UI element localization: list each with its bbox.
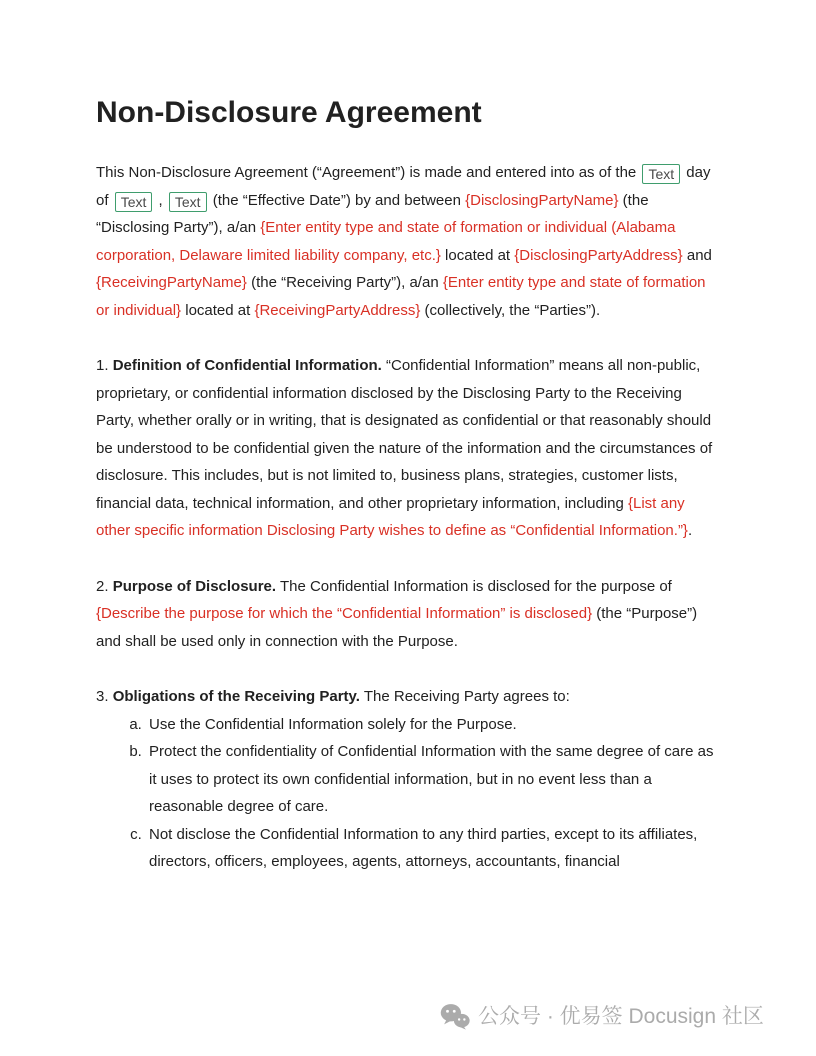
- placeholder-text: {Enter entity type and state of formation or individual}: [96, 274, 706, 319]
- body-text: (collectively, the “Parties”).: [420, 301, 601, 319]
- placeholder-text: {Describe the purpose for which the “Confidential Information” is disclosed}: [96, 605, 593, 622]
- body-text: Not disclose the Confidential Information to any third parties, except to its affiliates, directors, officers, employees, agents, attorneys, accountants, financial: [149, 825, 698, 870]
- placeholder-text: {List any other specific information Disclosing Party wishes to define as “Confidential Information.”}: [96, 494, 688, 539]
- bold-text: Obligations of the Receiving Party.: [112, 688, 360, 705]
- document-title: Non-Disclosure Agreement: [96, 96, 482, 129]
- paragraph-purpose: [96, 573, 720, 656]
- watermark-text: 公众号 · 优易签 Docusign 社区: [478, 1005, 764, 1028]
- body-text: located at: [181, 301, 255, 319]
- obligations-list: [96, 711, 720, 876]
- body-text: (the “Receiving Party”), a/an: [246, 274, 443, 291]
- paragraph-intro: [96, 159, 720, 324]
- body-text: 1.: [96, 357, 113, 374]
- body-text: This Non-Disclosure Agreement (“Agreement”) is made and entered into as of the: [96, 164, 641, 181]
- body-text: and: [682, 246, 712, 264]
- placeholder-text: {DisclosingPartyAddress}: [514, 246, 683, 264]
- text-field[interactable]: Text: [169, 192, 207, 212]
- obligation-item-c: [146, 821, 720, 876]
- document-content: [96, 96, 720, 876]
- body-text: located at: [440, 246, 515, 264]
- bold-text: Definition of Confidential Information.: [112, 357, 382, 374]
- body-text: The Confidential Information is disclosed for the purpose of: [276, 577, 672, 595]
- body-text: The Receiving Party agrees to:: [359, 688, 570, 705]
- paragraph-obligations-heading: [96, 683, 720, 711]
- placeholder-text: {ReceivingPartyAddress}: [254, 301, 421, 319]
- body-text: ,: [154, 191, 167, 209]
- paragraph-definition: [96, 352, 720, 545]
- body-text: 2.: [96, 577, 113, 595]
- body-text: (the “Purpose”) and shall be used only in connection with the Purpose.: [96, 605, 698, 650]
- obligation-item-a: [146, 711, 720, 739]
- body-text: 3.: [96, 688, 113, 705]
- wechat-icon: [440, 1003, 470, 1030]
- placeholder-text: {Enter entity type and state of formation or individual (Alabama corporation, Delaware limited liability company, etc.}: [96, 219, 676, 264]
- body-text: day of: [96, 164, 711, 209]
- body-text: “Confidential Information” means all non-public, proprietary, or confidential information disclosed by the Disclosing Party to the Receiving Party, whether orally or in writing, that is designated as confidential or that reasonably should be understood to be confidential given the nature of the information and the circumstances of disclosure. This includes, but is not limited to, business plans, strategies, customer lists, financial data, technical information, and other proprietary information, including: [96, 357, 713, 512]
- placeholder-text: {ReceivingPartyName}: [96, 274, 247, 291]
- watermark: [440, 1003, 764, 1030]
- body-text: (the “Disclosing Party”), a/an: [96, 191, 649, 236]
- placeholder-text: {DisclosingPartyName}: [465, 191, 619, 209]
- body-text: (the “Effective Date”) by and between: [208, 191, 466, 209]
- text-field[interactable]: Text: [115, 192, 153, 212]
- text-field[interactable]: Text: [642, 164, 680, 184]
- bold-text: Purpose of Disclosure.: [112, 577, 277, 595]
- body-text: Use the Confidential Information solely for the Purpose.: [149, 715, 517, 733]
- body-text: Protect the confidentiality of Confidential Information with the same degree of care as it uses to protect its own confidential information, but in no event less than a reasonable degree of care.: [149, 743, 714, 815]
- obligation-item-b: [146, 738, 720, 821]
- body-text: .: [687, 522, 693, 539]
